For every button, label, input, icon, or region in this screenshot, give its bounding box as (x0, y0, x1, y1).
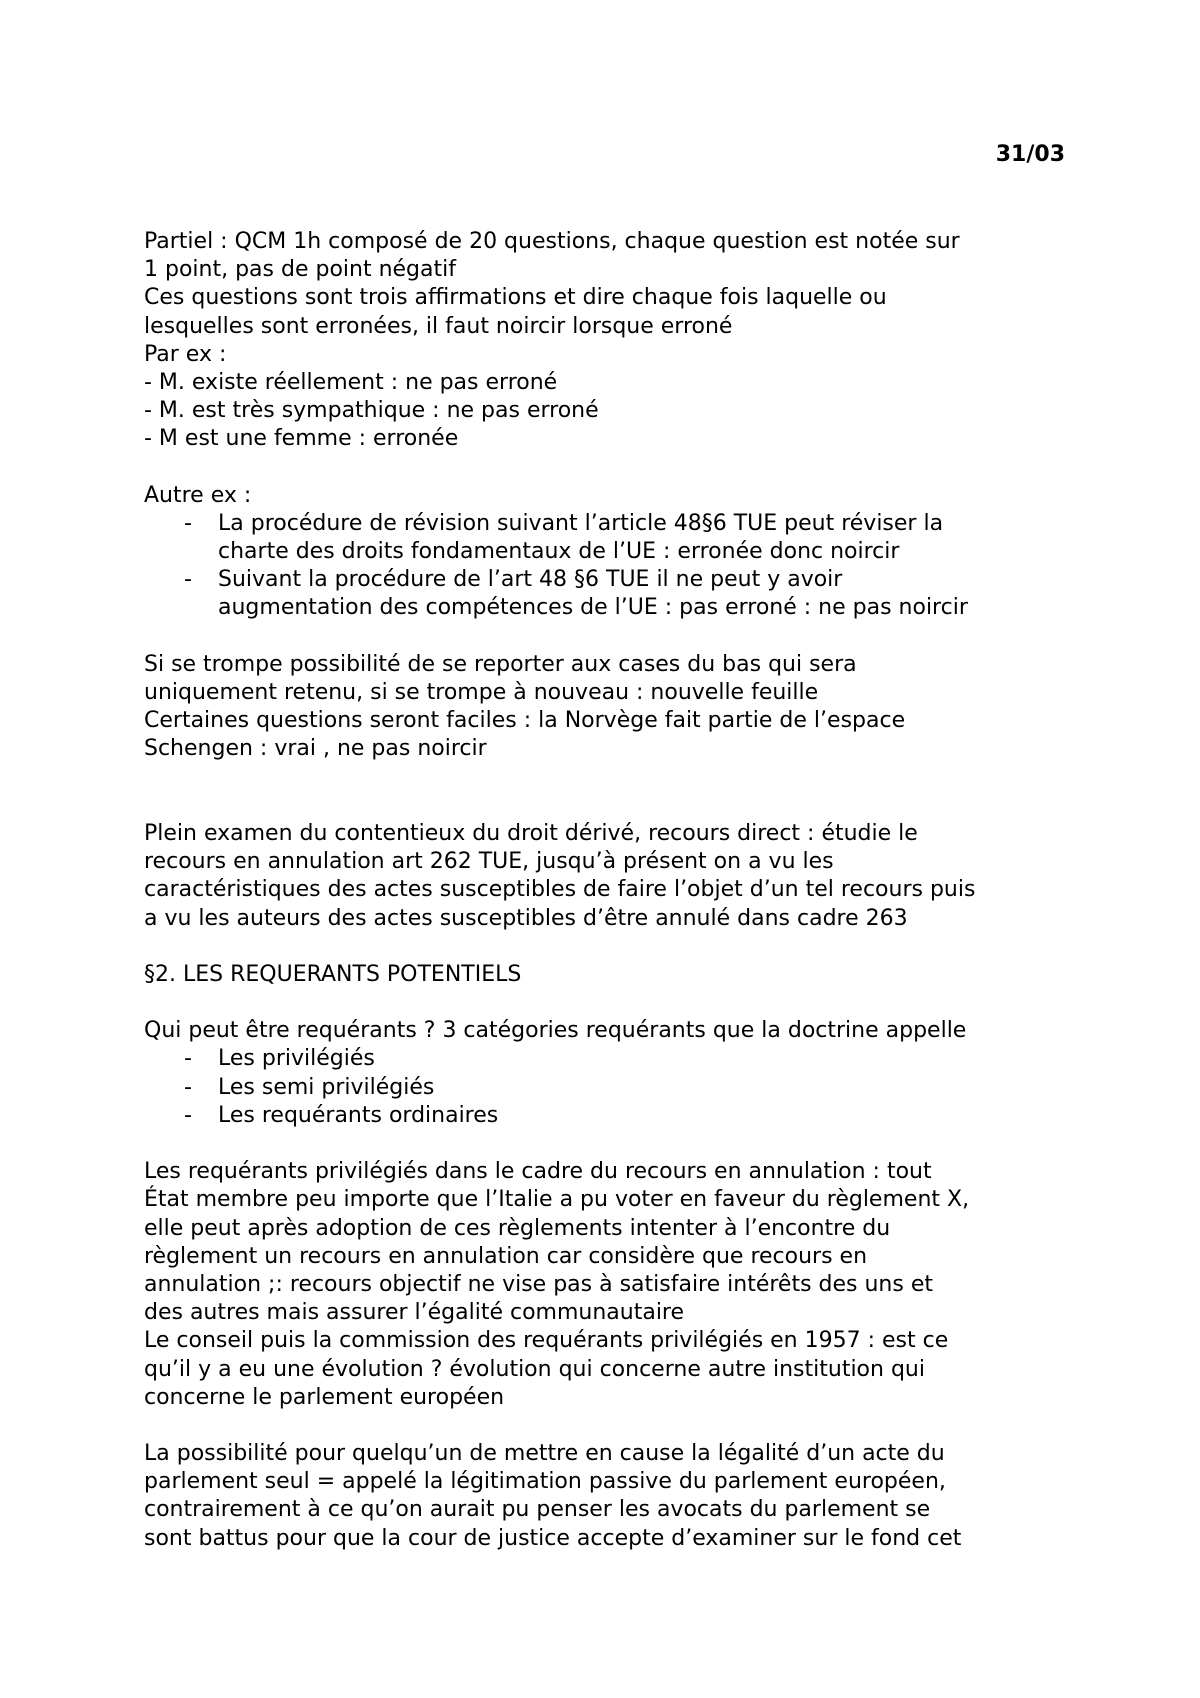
text-line: caractéristiques des actes susceptibles de faire l’objet d’un tel recours puis (144, 877, 976, 903)
text-line: Par ex : (144, 341, 227, 367)
text-line: annulation ;: recours objectif ne vise pas à satisfaire intérêts des uns et (144, 1271, 933, 1297)
privilegies-paragraph (144, 1158, 1074, 1412)
text-line: Partiel : QCM 1h composé de 20 questions, chaque question est notée sur (144, 229, 960, 254)
text-line: elle peut après adoption de ces règlements intenter à l’encontre du (144, 1215, 891, 1241)
exam-intro-paragraph (144, 228, 1074, 454)
autre-ex-block (144, 482, 1074, 623)
text-line: - M. est très sympathique : ne pas erroné (144, 398, 599, 424)
plein-examen-paragraph (144, 820, 1074, 933)
text-line: uniquement retenu, si se trompe à nouveau : nouvelle feuille (144, 680, 819, 705)
date-header: 31/03 (995, 142, 1065, 167)
text-line: Qui peut être requérants ? 3 catégories requérants que la doctrine appelle (144, 1018, 967, 1044)
text-line: recours en annulation art 262 TUE, jusqu’à présent on a vu les (144, 849, 834, 875)
autre-ex-heading: Autre ex : (144, 482, 252, 508)
text-line: Schengen : vrai , ne pas noircir (144, 736, 487, 762)
text-line: Ces questions sont trois affirmations et dire chaque fois laquelle ou (144, 285, 887, 311)
text-line: qu’il y a eu une évolution ? évolution qui concerne autre institution qui (144, 1356, 925, 1382)
text-line: - M. existe réellement : ne pas erroné (144, 369, 558, 395)
text-line: - M est une femme : erronée (144, 426, 459, 452)
text-line: a vu les auteurs des actes susceptibles d’être annulé dans cadre 263 (144, 905, 908, 931)
text-line: La procédure de révision suivant l’article 48§6 TUE peut réviser la (218, 510, 944, 536)
bullet-dash: - (184, 1046, 192, 1072)
text-line: concerne le parlement européen (144, 1384, 505, 1410)
text-line: Plein examen du contentieux du droit dérivé, recours direct : étudie le (144, 820, 918, 846)
bullet-item (144, 1045, 1074, 1073)
text-line: des autres mais assurer l’égalité communautaire (144, 1300, 685, 1326)
text-line: Les privilégiés (218, 1046, 375, 1072)
text-line: parlement seul = appelé la légitimation passive du parlement européen, (144, 1469, 946, 1495)
text-line: Les requérants privilégiés dans le cadre du recours en annulation : tout (144, 1159, 932, 1185)
text-line: Le conseil puis la commission des requérants privilégiés en 1957 : est ce (144, 1328, 949, 1354)
text-line: La possibilité pour quelqu’un de mettre en cause la légalité d’un acte du (144, 1441, 945, 1467)
bullet-dash: - (184, 567, 192, 593)
bullet-dash: - (184, 510, 192, 536)
text-line: charte des droits fondamentaux de l’UE : erronée donc noircir (218, 539, 900, 565)
document-body (144, 228, 1074, 1553)
text-line: Les requérants ordinaires (218, 1102, 499, 1128)
text-line: Les semi privilégiés (218, 1074, 435, 1100)
bullet-item (144, 1102, 1074, 1130)
text-line: Suivant la procédure de l’art 48 §6 TUE il ne peut y avoir (218, 567, 843, 593)
text-line: Si se trompe possibilité de se reporter aux cases du bas qui sera (144, 651, 857, 677)
bullet-item (144, 566, 1074, 622)
bullet-dash: - (184, 1102, 192, 1128)
qui-peut-block (144, 1017, 1074, 1130)
text-line: sont battus pour que la cour de justice accepte d’examiner sur le fond cet (144, 1525, 962, 1551)
possibilite-paragraph (144, 1440, 1074, 1553)
text-line: contrairement à ce qu’on aurait pu penser les avocats du parlement se (144, 1497, 931, 1523)
section-title: §2. LES REQUERANTS POTENTIELS (144, 961, 522, 987)
text-line: 1 point, pas de point négatif (144, 257, 456, 283)
bullet-item (144, 1074, 1074, 1102)
bullet-dash: - (184, 1074, 192, 1100)
si-se-trompe-paragraph (144, 651, 1074, 764)
text-line: État membre peu importe que l’Italie a pu voter en faveur du règlement X, (144, 1187, 970, 1213)
text-line: règlement un recours en annulation car considère que recours en (144, 1243, 868, 1269)
text-line: lesquelles sont erronées, il faut noircir lorsque erroné (144, 313, 733, 339)
text-line: Certaines questions seront faciles : la Norvège fait partie de l’espace (144, 708, 906, 734)
text-line: augmentation des compétences de l’UE : pas erroné : ne pas noircir (218, 595, 968, 621)
bullet-item (144, 510, 1074, 566)
